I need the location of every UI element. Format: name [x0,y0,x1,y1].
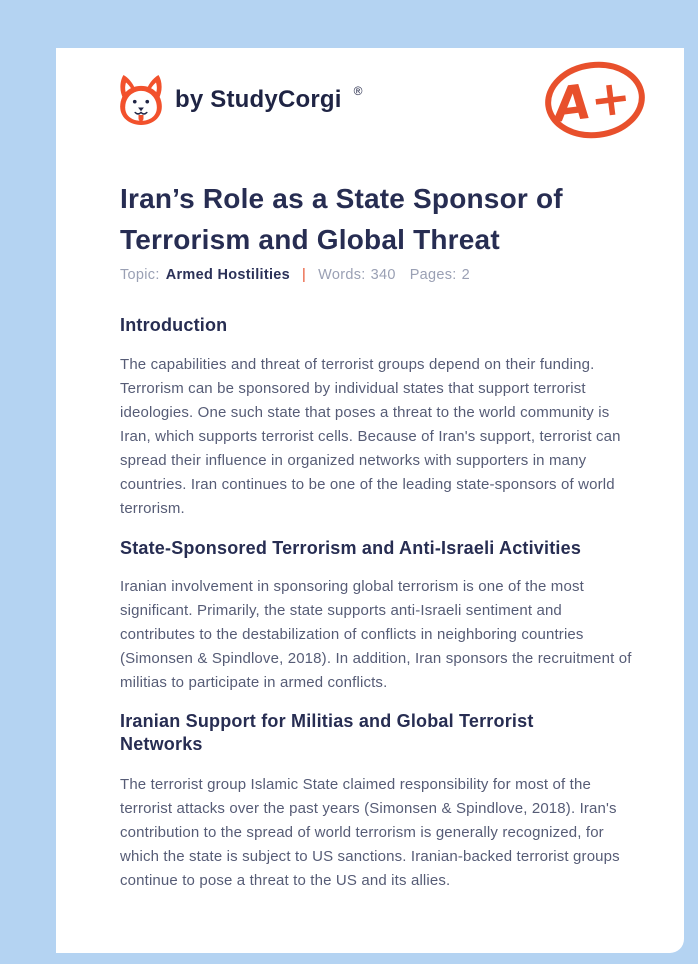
topic-label: Topic: [120,267,160,283]
brand-name: by StudyCorgi [175,86,342,113]
section-heading-introduction: Introduction [120,315,228,335]
meta-separator: | [302,267,307,283]
words-label: Words: [318,267,366,283]
a-plus-grade-icon [542,55,648,145]
words-count: 340 [370,267,396,283]
brand-logo [116,74,362,126]
topic-link[interactable]: Armed Hostilities [165,267,291,283]
document-meta [120,267,470,283]
pages-label: Pages: [409,267,457,283]
section-paragraph: Iranian involvement in sponsoring global terrorism is one of the most significant. Primarily, the state supports anti-Israeli sentiment and contributes to the destabilization of conflicts in neighboring countries (Simonsen & Spindlove, 2018). In addition, Iran sponsors the recruitment of militias to participate in armed conflicts. [120,578,632,691]
registered-trademark-icon: ® [353,84,363,98]
section-heading-iranian-support: Iranian Support for Militias and Global Terrorist Networks [120,711,534,754]
pages-count: 2 [461,267,471,283]
corgi-icon [116,74,166,126]
grade-badge-text: A+ [550,68,634,134]
section-heading-state-sponsored: State-Sponsored Terrorism and Anti-Israeli Activities [120,538,582,558]
section-paragraph: The capabilities and threat of terrorist groups depend on their funding. Terrorism can be sponsored by individual states that support terrorist ideologies. One such state that poses a threat to the world community is Iran, which supports terrorist cells. Because of Iran's support, terrorist can spread their influence in organized networks with supporters in many countries. Iran continues to be one of the leading state-sponsors of world terrorism. [120,356,621,517]
section-paragraph: The terrorist group Islamic State claimed responsibility for most of the terrorist attacks over the past years (Simonsen & Spindlove, 2018). Iran's contribution to the spread of world terrorism is generally recognized, for which the state is subject to US sanctions. Iranian-backed terrorist groups continue to pose a threat to the US and its allies. [120,776,620,889]
page-title: Iran’s Role as a State Sponsor of Terrorism and Global Threat [120,183,563,255]
document-card [56,48,684,953]
